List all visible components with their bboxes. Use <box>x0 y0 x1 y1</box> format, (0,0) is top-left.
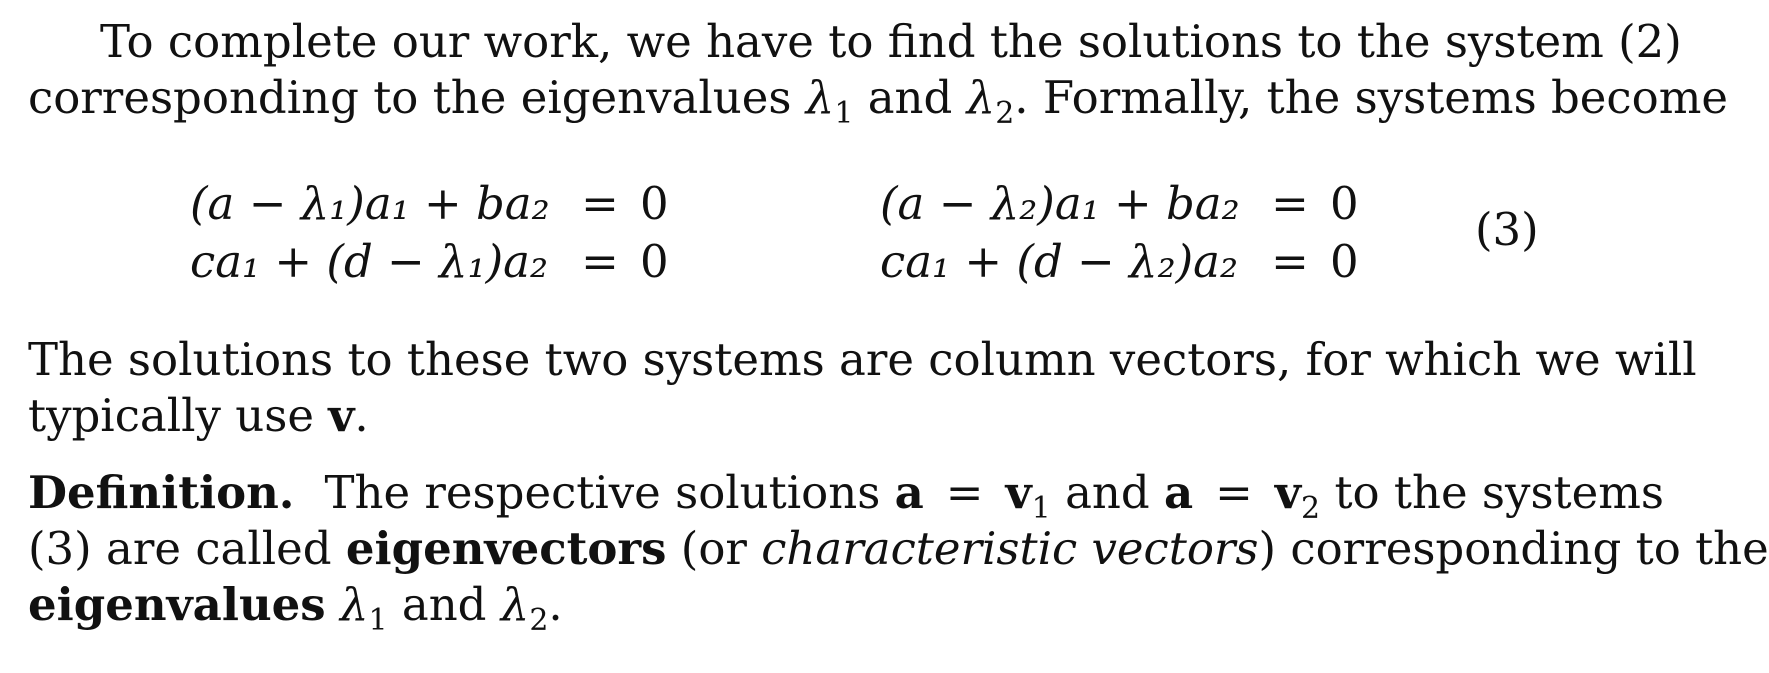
definition-l1-post: to the systems <box>1320 466 1665 519</box>
para1-and: and <box>853 71 967 124</box>
para2-line2-pre: typically use <box>28 389 329 442</box>
left-eq-2-lhs: ca₁ + (d − λ₁)a₂ <box>190 235 549 288</box>
definition-l2-b: (or <box>666 522 762 575</box>
definition-line-2 <box>28 521 1769 577</box>
bold-a-1: a <box>894 466 924 519</box>
subscript-2: 2 <box>995 96 1015 131</box>
subscript-1: 1 <box>368 603 388 638</box>
bold-v-1: v <box>1005 466 1032 519</box>
left-eq-2-rhs: 0 <box>640 235 669 288</box>
left-system-rhs <box>640 175 690 291</box>
left-eq-1-rhs: 0 <box>640 177 669 230</box>
right-system-rel <box>1265 175 1315 291</box>
paragraph-2-line-1 <box>28 332 1697 388</box>
definition-line-3 <box>28 577 1600 639</box>
left-system-lhs <box>190 175 550 291</box>
right-system-lhs <box>880 175 1240 291</box>
right-system-rhs <box>1330 175 1380 291</box>
lambda-symbol: λ <box>339 578 369 631</box>
equation-number: (3) <box>1475 203 1539 256</box>
definition-l3-and: and <box>387 578 501 631</box>
para1-line2-pre: corresponding to the eigenvalues <box>28 71 806 124</box>
left-eq-2-rel: = <box>581 235 619 288</box>
eigenvectors-term: eigenvectors <box>345 522 667 575</box>
lambda-symbol: λ <box>966 71 996 124</box>
equals-1: = <box>945 466 984 519</box>
definition-l3-post: . <box>548 578 563 631</box>
right-eq-1-lhs: (a − λ₂)a₁ + ba₂ <box>880 177 1240 230</box>
definition-l1-a: The respective solutions <box>324 466 895 519</box>
bold-a-2: a <box>1164 466 1194 519</box>
subscript-1: 1 <box>834 96 854 131</box>
subscript-2: 2 <box>1301 491 1321 526</box>
para1-line1-text: To complete our work, we have to find the solutions to the system (2) <box>100 15 1682 68</box>
right-eq-2-rhs: 0 <box>1330 235 1359 288</box>
definition-and: and <box>1050 466 1164 519</box>
right-eq-1-rel: = <box>1271 177 1309 230</box>
para2-line2-post: . <box>354 389 369 442</box>
definition-line-1 <box>28 465 1665 527</box>
subscript-2: 2 <box>529 603 549 638</box>
definition-l2-a: (3) are called <box>28 522 346 575</box>
right-eq-2-rel: = <box>1271 235 1309 288</box>
right-eq-1-rhs: 0 <box>1330 177 1359 230</box>
bold-v-2: v <box>1274 466 1302 519</box>
characteristic-vectors-term: characteristic vectors <box>761 522 1259 575</box>
subscript-1: 1 <box>1031 491 1051 526</box>
left-eq-1-rel: = <box>581 177 619 230</box>
eigenvalues-term: eigenvalues <box>28 578 326 631</box>
paragraph-1-line-1 <box>100 14 1682 70</box>
para1-line2-post: . Formally, the systems become <box>1014 71 1729 124</box>
paragraph-2-line-2 <box>28 388 1600 444</box>
left-system-rel <box>575 175 625 291</box>
definition-label: Definition. <box>28 466 295 519</box>
paragraph-1-line-2 <box>28 70 1729 132</box>
equals-2: = <box>1215 466 1253 519</box>
vector-v: v <box>328 389 355 442</box>
right-eq-2-lhs: ca₁ + (d − λ₂)a₂ <box>880 235 1239 288</box>
left-eq-1-lhs: (a − λ₁)a₁ + ba₂ <box>190 177 550 230</box>
lambda-symbol: λ <box>500 578 530 631</box>
lambda-symbol: λ <box>805 71 835 124</box>
para2-line1-text: The solutions to these two systems are column vectors, for which we will <box>28 333 1697 386</box>
definition-l2-c: ) corresponding to the <box>1258 522 1769 575</box>
